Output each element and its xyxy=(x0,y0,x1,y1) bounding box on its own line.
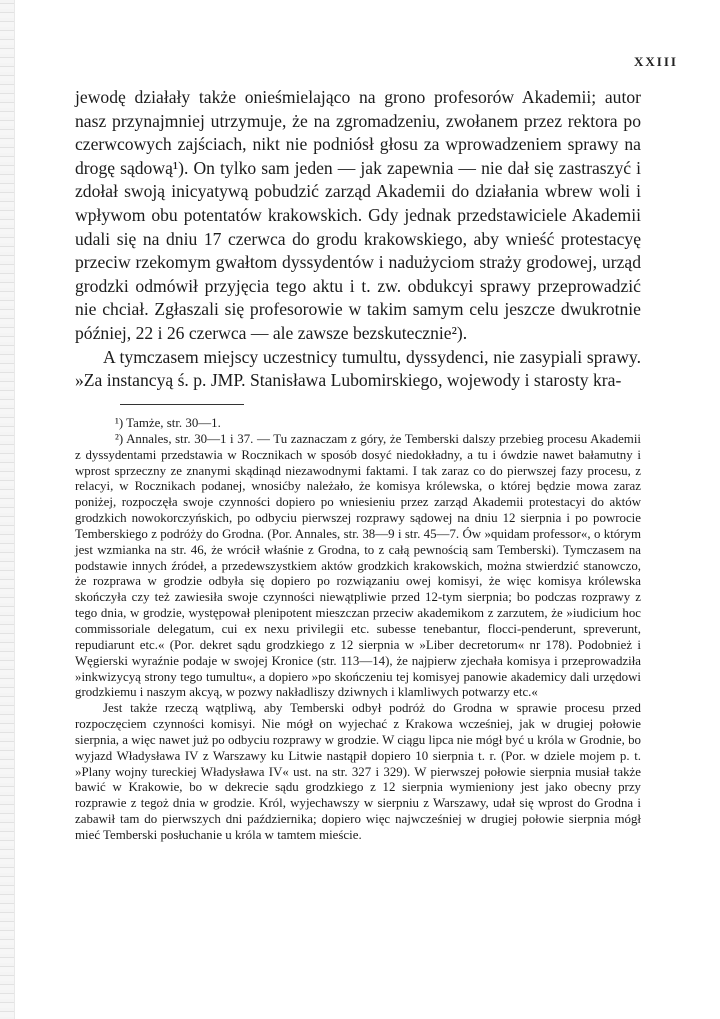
footnote-1: ¹) Tamże, str. 30—1. xyxy=(115,416,221,430)
page-binding-edge xyxy=(0,0,15,1019)
main-paragraph-2: A tymczasem miejscy uczestnicy tumultu, dyssydenci, nie zasypiali sprawy. »Za instancyą ś. p. JMP. Stanisława Lubomirskiego, wojewody i starosty kra- xyxy=(75,346,641,391)
main-text xyxy=(75,86,641,393)
footnote-2-continuation: Jest także rzeczą wątpliwą, aby Temberski odbył podróż do Grodna w sprawie procesu przed rozpoczęciem czynności komisyi. Nie mógł on wyjechać z Krakowa wcześniej, jak w drugiej połowie sierpnia, a więc nawet już po odbyciu rozprawy w grodzie. W ciągu lipca nie mógł być u króla w Grodnie, bo wyjazd Władysława IV z Warszawy ku Litwie nastąpił dopiero 10 sierpnia t. r. (Por. w dziele mojem p. t. »Plany wojny tureckiej Władysława IV« ust. na str. 327 i 329). W pierwszej połowie sierpnia musiał także bawić w Krakowie, bo w dekrecie sądu grodzkiego z 12 sierpnia wymieniony jest jako obecny przy rozprawie z tegoż dnia w grodzie. Król, wyjechawszy w sierpniu z Warszawy, udał się wprost do Grodna i zabawił tam do pierwszych dni października; dopiero więc najwcześniej w drugiej połowie sierpnia mógł mieć Temberski posłuchanie u króla w tamtem mieście. xyxy=(75,701,641,842)
page-number: XXIII xyxy=(634,54,678,69)
footnote-divider xyxy=(120,404,244,405)
main-paragraph-1: jewodę działały także onieśmielająco na grono profesorów Akademii; autor nasz przynajmniej utrzymuje, że na zgromadzeniu, zwołanem przez rektora po czerwcowych zajściach, nikt nie podniósł głosu za wprowadzeniem sprawy na drogę sądową¹). On tylko sam jeden — jak zapewnia — nie dał się zastraszyć i zdołał swoją inicyatywą pobudzić zarząd Akademii do działania wbrew woli i wpływom obu potentatów krakowskich. Gdy jednak przedstawiciele Akademii udali się na dniu 17 czerwca do grodu krakowskiego, aby wnieść protestacyę przeciw rzekomym gwałtom dyssydentów i nadużyciom straży grodowej, urząd grodzki odmówił przyjęcia tego aktu i t. zw. obdukcyi sprawy przeprowadzić nie chciał. Zgłaszali się profesorowie w takim samym celu jeszcze dwukrotnie później, 22 i 26 czerwca — ale zawsze bezskutecznie²). xyxy=(75,87,641,343)
footnote-2: ²) Annales, str. 30—1 i 37. — Tu zaznaczam z góry, że Temberski dalszy przebieg procesu Akademii z dyssydentami przedstawia w Rocznikach w sposób dosyć niedokładny, a tu i ówdzie nawet bałamutny i wprost sprzeczny ze znanymi skądinąd niezawodnymi faktami. I tak zaraz co do pierwszej fazy procesu, z relacyi, w Rocznikach podanej, wnosićby należało, że komisya królewska, o której będzie mowa zaraz poniżej, rozpoczęła swoje czynności dopiero po wniesieniu przez zarząd Akademii protestacyi do aktów grodzkich nowokorczyńskich, po odbyciu pierwszej rozprawy sądowej na dniu 12 sierpnia i po powrocie Temberskiego z podróży do Grodna. (Por. Annales, str. 38—9 i str. 45—7. Ów »quidam professor«, o którym jest wzmianka na str. 46, że wrócił właśnie z Grodna, to z całą pewnością sam Temberski). Tymczasem na podstawie innych źródeł, a przedewszystkiem aktów grodzkich krakowskich, można stwierdzić stanowczo, że rozprawa w grodzie odbyła się dopiero po rozwiązaniu owej komisyi, że więc komisya królewska skończyła czy też zawiesiła swoje czynności niewątpliwie przed 12-tym sierpnia; bo podczas rozprawy z tego dnia, w grodzie, występował plenipotent mieszczan przeciw akademikom z zarzutem, że »iudicium hoc commissoriale delegatum, cui ex nexu privilegii etc. subesse tenebantur, flocci-penderunt, spreverunt, repudiarunt etc.« (Por. dekret sądu grodzkiego z 12 sierpnia w »Liber decretorum« nr 178). Podobnież i Węgierski wyraźnie podaje w swojej Kronice (str. 113—14), że najpierw zjechała komisya i przeprowadziła »inkwizycyą strony tego tumultu«, a dopiero »po skończeniu tej komisyej panowie akademicy dali urzędowi grodzkiemu i naszym akcyą, w pozwy nakładliszy dziwnych i klamliwych potwarzy etc.« xyxy=(75,431,641,700)
footnotes xyxy=(75,416,641,844)
